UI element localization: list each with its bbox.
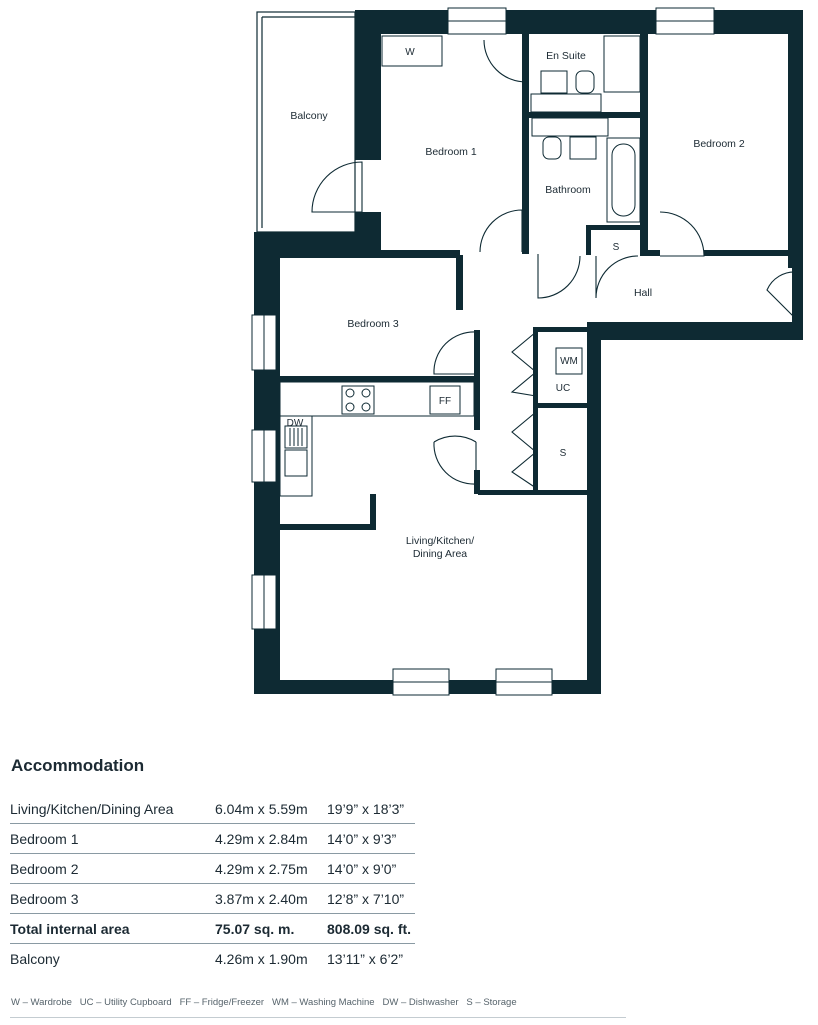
metric-size: 6.04m x 5.59m [215,794,327,824]
bedroom1-label: Bedroom 1 [425,146,477,158]
living-label-line1: Living/Kitchen/ [405,535,475,547]
room-name: Bedroom 2 [10,854,215,884]
room-name: Total internal area [10,914,215,944]
table-row [10,794,415,824]
wardrobe-label: W [405,47,415,58]
washing-machine-label: WM [560,356,578,367]
abbreviation-key: W – Wardrobe UC – Utility Cupboard FF – Fridge/Freezer WM – Washing Machine DW – Dishwasher S – Storage [11,997,517,1008]
metric-size: 4.29m x 2.84m [215,824,327,854]
bathroom-label: Bathroom [545,184,591,196]
hall-label: Hall [633,287,653,299]
en-suite-label: En Suite [546,50,586,62]
metric-size: 75.07 sq. m. [215,914,327,944]
total-row [10,914,415,944]
table-row [10,944,415,974]
walls [254,10,803,694]
bedroom3-label: Bedroom 3 [347,318,399,330]
metric-size: 4.29m x 2.75m [215,854,327,884]
imperial-size: 19’9” x 18’3” [327,794,415,824]
room-name: Bedroom 3 [10,884,215,914]
balcony-label: Balcony [290,110,328,122]
dishwasher-label: DW [286,418,304,429]
doors [312,40,797,488]
accommodation-table [10,794,415,973]
metric-size: 4.26m x 1.90m [215,950,308,967]
imperial-size: 14’0” x 9’3” [327,824,415,854]
balcony-outline [257,12,355,232]
table-row [10,884,415,914]
imperial-size: 13’11” x 6’2” [327,950,404,967]
table-row [10,854,415,884]
divider [10,1017,626,1018]
storage-label: S [559,448,567,459]
room-name: Living/Kitchen/Dining Area [10,794,215,824]
fridge-freezer-label: FF [438,396,452,407]
room-name: Bedroom 1 [10,824,215,854]
utility-cupboard-label: UC [555,383,571,394]
imperial-size: 808.09 sq. ft. [327,914,415,944]
table-row [10,824,415,854]
imperial-size: 12’8” x 7’10” [327,884,415,914]
metric-size: 3.87m x 2.40m [215,884,327,914]
imperial-size: 14’0” x 9’0” [327,854,415,884]
storage-hall-label: S [612,242,620,253]
bedroom2-label: Bedroom 2 [693,138,745,150]
accommodation-title: Accommodation [11,756,145,775]
room-name: Balcony [10,950,60,967]
living-label-line2: Dining Area [412,548,468,560]
